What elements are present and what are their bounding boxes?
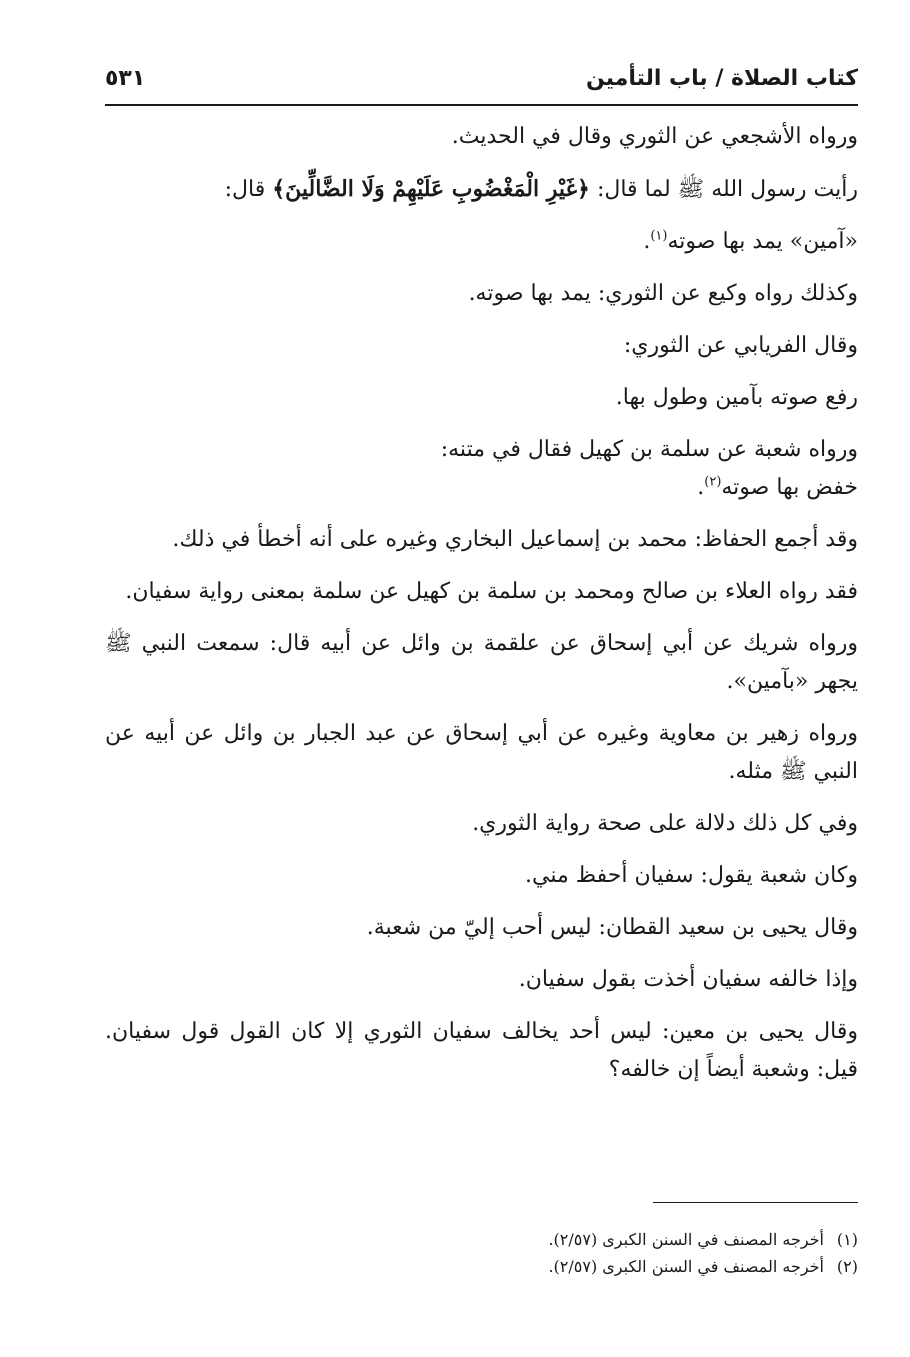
paragraph-text: قال: (224, 177, 266, 202)
paragraph-text: «آمين» يمد بها صوته (667, 229, 858, 254)
paragraph: وقال الفريابي عن الثوري: (623, 333, 858, 358)
running-title: كتاب الصلاة / باب التأمين (585, 66, 858, 91)
quran-verse: ﴿غَيْرِ الْمَغْضُوبِ عَلَيْهِمْ وَلَا الضَّالِّينَ﴾ (272, 176, 590, 202)
paragraph: وكان شعبة يقول: سفيان أحفظ مني. (525, 863, 858, 888)
page-number: ٥٣١ (105, 66, 146, 91)
paragraph: وفي كل ذلك دلالة على صحة رواية الثوري. (472, 811, 858, 836)
paragraph: ورواه الأشجعي عن الثوري وقال في الحديث. (451, 124, 858, 149)
paragraph: وكذلك رواه وكيع عن الثوري: يمد بها صوته. (468, 281, 858, 306)
paragraph: وإذا خالفه سفيان أخذت بقول سفيان. (518, 967, 858, 992)
paragraph-line: خفض بها صوته (721, 475, 858, 500)
footnote (105, 1226, 858, 1253)
paragraph: رفع صوته بآمين وطول بها. (615, 385, 858, 410)
paragraph-punctuation: . (643, 229, 651, 254)
paragraph: ورواه شريك عن أبي إسحاق عن علقمة بن وائل عن أبيه قال: سمعت النبي ﷺ يجهر «بآمين». (105, 631, 858, 694)
footnote-number: (٢) (836, 1257, 858, 1276)
paragraph: ورواه زهير بن معاوية وغيره عن أبي إسحاق عن عبد الجبار بن وائل عن أبيه عن النبي ﷺ مثله. (105, 721, 858, 784)
footnote (105, 1253, 858, 1280)
paragraph-text: رأيت رسول الله ﷺ لما قال: (596, 177, 858, 202)
paragraph-punctuation: . (697, 475, 705, 500)
footnote-separator (653, 1202, 858, 1203)
paragraph-with-verse (105, 170, 858, 209)
header-rule (105, 104, 858, 106)
running-header (105, 62, 858, 102)
footnotes (105, 1226, 858, 1280)
footnote-ref-2[interactable]: (٢) (704, 474, 722, 490)
paragraph: وقد أجمع الحفاظ: محمد بن إسماعيل البخاري وغيره على أنه أخطأ في ذلك. (172, 527, 858, 552)
footnote-number: (١) (836, 1230, 858, 1249)
paragraph-line: ورواه شعبة عن سلمة بن كهيل فقال في متنه: (440, 437, 858, 462)
footnote-text: أخرجه المصنف في السنن الكبرى (٢/٥٧). (548, 1257, 824, 1276)
footnote-text: أخرجه المصنف في السنن الكبرى (٢/٥٧). (548, 1230, 824, 1249)
paragraph: وقال يحيى بن معين: ليس أحد يخالف سفيان الثوري إلا كان القول قول سفيان. قيل: وشعبة أيضاً إن خالفه؟ (105, 1019, 859, 1082)
main-text (105, 118, 858, 1103)
paragraph (105, 431, 858, 507)
paragraph (105, 223, 858, 261)
footnote-ref-1[interactable]: (١) (650, 228, 668, 244)
paragraph: فقد رواه العلاء بن صالح ومحمد بن سلمة بن كهيل عن سلمة بمعنى رواية سفيان. (125, 579, 858, 604)
paragraph: وقال يحيى بن سعيد القطان: ليس أحب إليّ من شعبة. (366, 915, 858, 940)
